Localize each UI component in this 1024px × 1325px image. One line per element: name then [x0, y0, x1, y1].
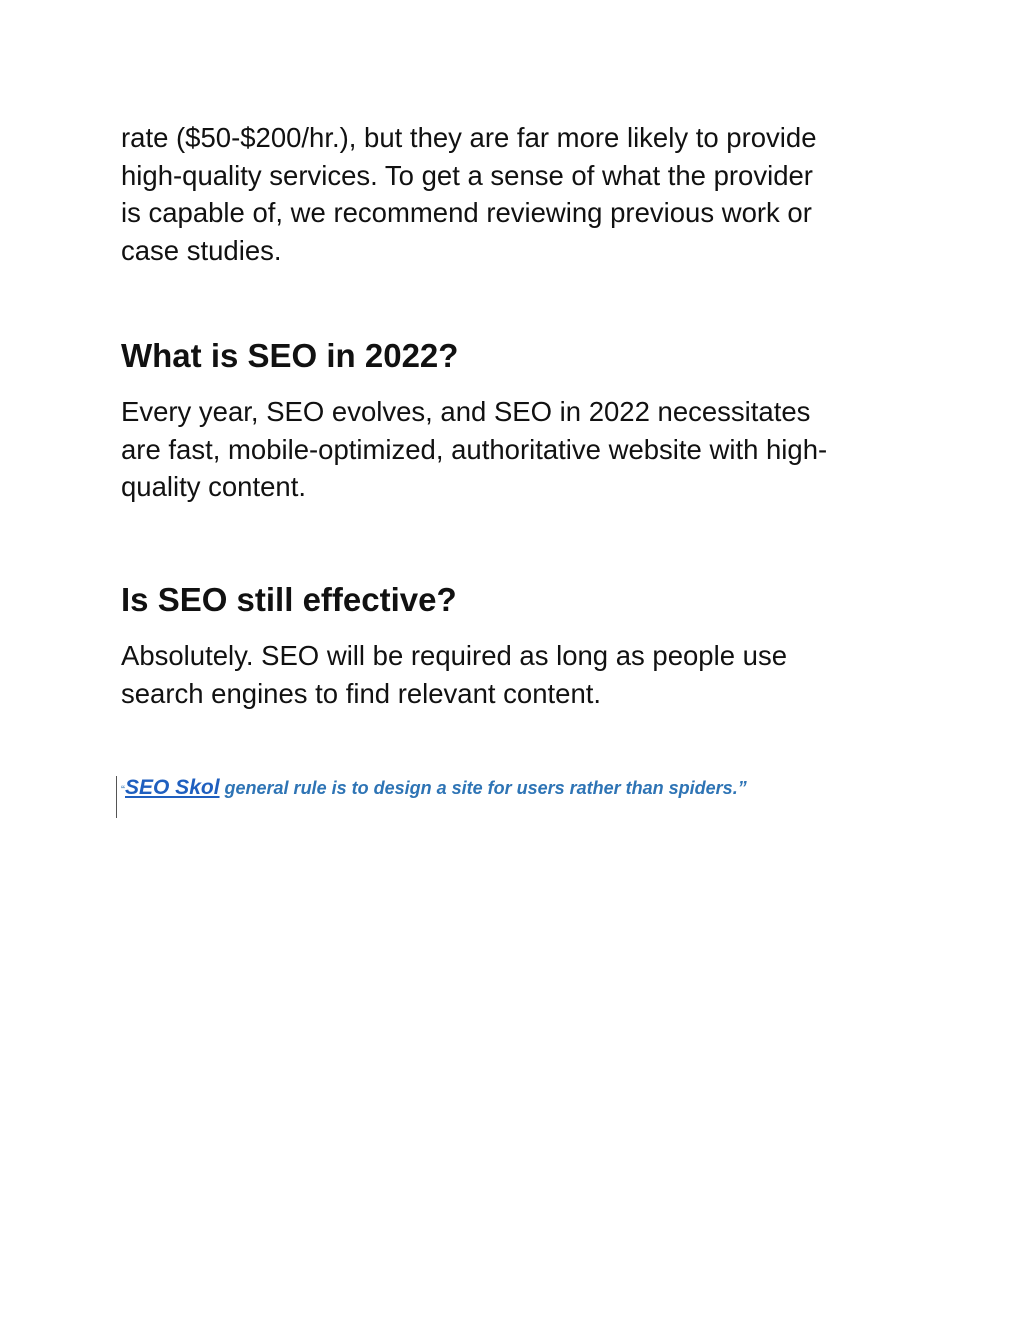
section-heading-seo-effective: Is SEO still effective? — [121, 581, 457, 618]
section-heading-seo-2022: What is SEO in 2022? — [121, 337, 459, 374]
section2-line-1: Absolutely. SEO will be required as long as people use — [121, 640, 787, 671]
quote-open-mark: “ — [121, 783, 125, 797]
pull-quote — [116, 776, 747, 818]
intro-line-3: is capable of, we recommend reviewing previous work or — [121, 197, 812, 228]
intro-line-1: rate ($50-$200/hr.), but they are far more likely to provide — [121, 122, 817, 153]
quote-text: general rule is to design a site for users rather than spiders.” — [219, 778, 747, 798]
section1-line-3: quality content. — [121, 471, 306, 502]
intro-line-2: high-quality services. To get a sense of what the provider — [121, 159, 813, 191]
section1-line-2: are fast, mobile-optimized, authoritative website with high- — [121, 433, 828, 465]
intro-line-4: case studies. — [121, 234, 282, 266]
section-seo-effective-paragraph — [121, 637, 787, 712]
section1-line-1: Every year, SEO evolves, and SEO in 2022 necessitates — [121, 396, 811, 427]
seo-skol-link[interactable]: SEO Skol — [125, 776, 220, 799]
section2-line-2: search engines to find relevant content. — [121, 677, 602, 709]
intro-paragraph — [121, 119, 817, 269]
section-seo-2022-paragraph — [121, 393, 827, 506]
